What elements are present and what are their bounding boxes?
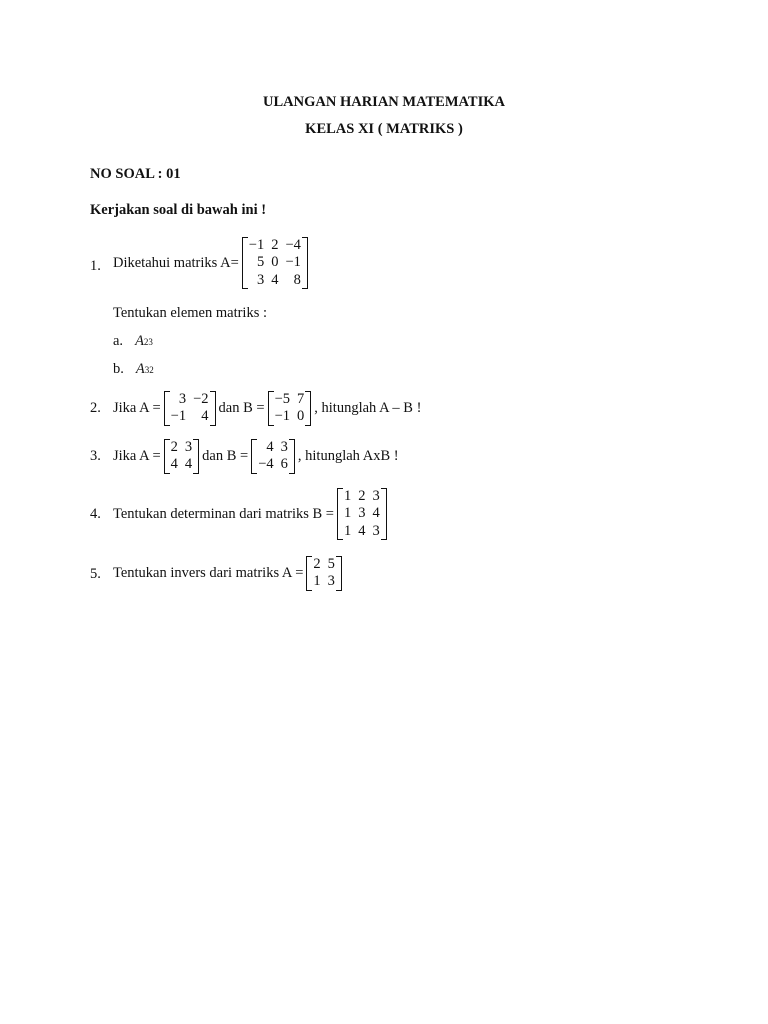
matrix-cell: 4 [372,505,380,522]
bracket-tick [252,473,257,474]
bracket-tick [243,237,248,238]
question-2-text-mid: dan B = [218,399,265,416]
q4-matrix-b [337,488,387,541]
bracket-tick [252,439,257,440]
question-1-option-a [113,333,153,350]
bracket-tick [289,473,294,474]
question-2-line [113,388,421,428]
matrix-cell: 2 [271,236,279,253]
matrix-cell: −1 [285,254,301,271]
document-subtitle: KELAS XI ( MATRIKS ) [305,121,463,137]
question-1-option-b [113,361,154,378]
bracket-tick [381,488,386,489]
matrix-cell: 4 [184,456,193,472]
matrix-cell: 4 [201,408,209,424]
matrix-cell: 6 [280,456,288,472]
matrix-cell: −5 [274,390,291,407]
bracket-tick [193,473,198,474]
bracket-tick [302,288,307,289]
matrix-cell: 3 [256,271,265,288]
instruction-text: Kerjakan soal di bawah ini ! [90,202,267,218]
question-5-number: 5. [90,566,101,582]
bracket-tick [338,488,343,489]
matrix-cell: 3 [178,390,187,407]
question-4-text: Tentukan determinan dari matriks B = [113,505,334,522]
question-3-number: 3. [90,448,101,464]
question-4-number: 4. [90,506,101,522]
bracket-tick [243,288,248,289]
bracket-tick [307,556,312,557]
bracket-tick [381,539,386,540]
bracket-tick [210,391,215,392]
question-3-text-pre: Jika A = [113,447,161,464]
question-2-text-pre: Jika A = [113,399,161,416]
option-a-var: A [135,333,144,349]
bracket-tick [165,439,170,440]
matrix-cell: 3 [372,487,380,504]
question-3-text-post: , hitunglah AxB ! [297,447,399,464]
bracket-tick [336,590,341,591]
question-3-text-mid: dan B = [202,447,249,464]
bracket-tick [269,425,274,426]
q3-matrix-a [164,439,200,474]
bracket-tick [269,391,274,392]
matrix-cell: 3 [372,522,380,539]
bracket-tick [305,425,310,426]
question-1-line [113,233,311,293]
matrix-cell: 7 [297,390,305,407]
matrix-cell: −4 [285,236,301,253]
matrix-cell: 4 [271,271,279,288]
matrix-cell: 4 [358,522,366,539]
option-a-sub: 23 [143,336,153,347]
matrix-cell: 8 [293,271,301,288]
question-1-number: 1. [90,258,101,274]
matrix-cell: 0 [297,408,305,424]
matrix-cell: −1 [248,236,265,253]
matrix-cell: 1 [343,522,352,539]
matrix-cell: 4 [266,438,274,455]
matrix-cell: 0 [271,254,279,271]
matrix-cell: −4 [258,456,274,472]
matrix-cell: 3 [184,438,193,455]
q2-matrix-a [164,391,216,426]
matrix-cell: −2 [193,390,209,407]
matrix-cell: 1 [343,487,352,504]
bracket-tick [165,391,170,392]
matrix-cell: 2 [358,487,366,504]
bracket-tick [338,539,343,540]
document-title: ULANGAN HARIAN MATEMATIKA [263,94,505,110]
question-3-line [113,436,399,476]
matrix-cell: 5 [327,555,335,572]
bracket-tick [193,439,198,440]
no-soal-label: NO SOAL : 01 [90,166,181,182]
question-2-text-post: , hitunglah A – B ! [314,399,422,416]
question-5-text: Tentukan invers dari matriks A = [113,564,304,581]
matrix-cell: 1 [343,505,352,522]
matrix-cell: 3 [327,573,335,589]
q5-matrix-a [306,556,342,591]
matrix-cell: 1 [313,573,321,589]
q1-matrix-a [242,237,308,290]
matrix-cell: 3 [280,438,288,455]
bracket-tick [289,439,294,440]
question-1-text: Diketahui matriks A= [113,254,239,271]
bracket-tick [336,556,341,557]
q2-matrix-b [268,391,312,426]
option-b-var: A [135,361,145,377]
question-2-number: 2. [90,400,101,416]
matrix-cell: 4 [170,456,178,472]
matrix-cell: −1 [274,408,291,424]
bracket-tick [305,391,310,392]
question-4-line [113,484,390,544]
matrix-cell: 5 [256,254,265,271]
q3-matrix-b [251,439,295,474]
option-b-sub: 32 [144,364,154,375]
bracket-tick [210,425,215,426]
option-a-label: a. [113,333,124,349]
bracket-tick [307,590,312,591]
bracket-tick [165,473,170,474]
bracket-tick [302,237,307,238]
option-b-label: b. [113,361,124,377]
matrix-cell: −1 [170,408,187,424]
matrix-cell: 3 [358,505,366,522]
question-1-prompt: Tentukan elemen matriks : [113,305,268,321]
matrix-cell: 2 [313,555,321,572]
bracket-tick [165,425,170,426]
question-5-line [113,553,345,593]
matrix-cell: 2 [170,438,178,455]
